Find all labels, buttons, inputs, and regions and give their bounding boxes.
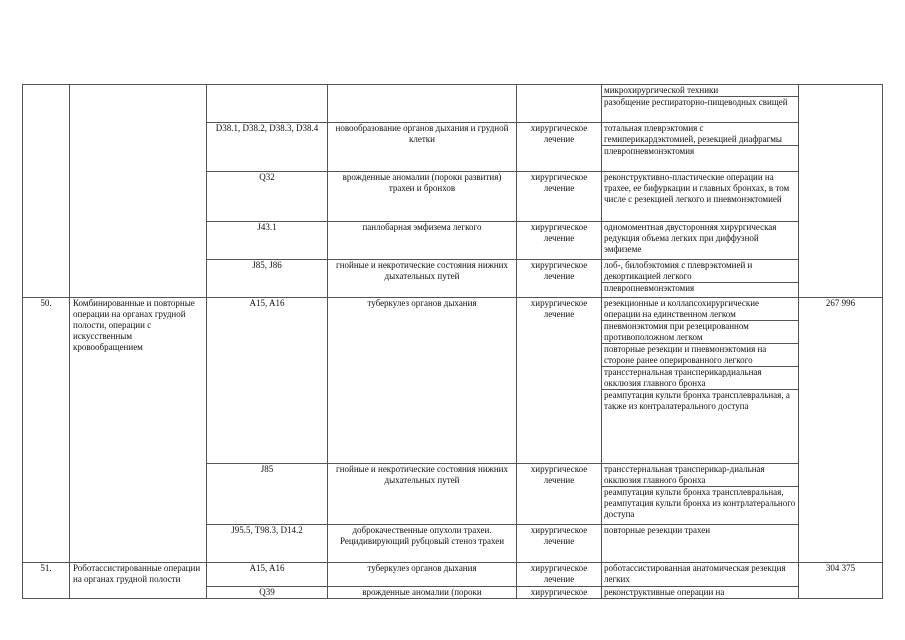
treatment-cell: хирургическое лечение xyxy=(517,260,602,298)
method-item: реконструктивно-пластические операции на трахее, ее бифуркации и главных бронхах, в том числе с резекцией легкого и пневмонэктомией xyxy=(604,172,790,204)
method-item: микрохирургической техники xyxy=(604,85,719,95)
methods-cell xyxy=(602,260,799,298)
diagnosis-cell: туберкулез органов дыхания xyxy=(328,298,517,464)
procedure-name-cell xyxy=(70,85,207,298)
diagnosis-cell: туберкулез органов дыхания xyxy=(328,563,517,587)
method-item: пневмонэктомия при резецированном противоположном легком xyxy=(602,320,798,343)
method-item: повторные резекции и пневмонэктомия на стороне ранее оперированного легкого xyxy=(602,343,798,366)
icd-codes-cell: Q32 xyxy=(207,172,328,222)
treatment-cell: хирургическое лечение xyxy=(517,172,602,222)
icd-codes-cell: J85 xyxy=(207,464,328,525)
methods-cell xyxy=(602,85,799,123)
row-number-cell xyxy=(23,85,70,298)
table-row xyxy=(23,85,883,123)
method-item: разобщение респираторно-пищеводных свищей xyxy=(602,96,798,108)
cost-cell xyxy=(799,85,883,298)
diagnosis-cell xyxy=(328,85,517,123)
method-item: реконструктивные операции на xyxy=(604,587,725,597)
table-row xyxy=(23,563,883,587)
diagnosis-cell: гнойные и некротические состояния нижних дыхательных путей xyxy=(328,260,517,298)
methods-cell xyxy=(602,123,799,172)
icd-codes-cell: Q39 xyxy=(207,587,328,599)
icd-codes-cell xyxy=(207,85,328,123)
icd-codes-cell: J43.1 xyxy=(207,222,328,260)
treatment-cell: хирургическое лечение xyxy=(517,123,602,172)
methods-cell xyxy=(602,587,799,599)
methods-cell xyxy=(602,222,799,260)
icd-codes-cell: D38.1, D38.2, D38.3, D38.4 xyxy=(207,123,328,172)
method-item: повторные резекции трахеи xyxy=(604,525,711,535)
method-item: тотальная плеврэктомия с гемиперикардэктомией, резекцией диафрагмы xyxy=(604,123,782,144)
treatment-cell: хирургическое лечение xyxy=(517,298,602,464)
icd-codes-cell: J95.5, T98.3, D14.2 xyxy=(207,525,328,563)
cost-cell: 304 375 xyxy=(799,563,883,599)
method-item: трансстернальная трансперикардиальная окклюзия главного бронха xyxy=(602,366,798,389)
method-item: лоб-, билобэктомия с плеврэктомией и декортикацией легкого xyxy=(604,260,753,281)
diagnosis-cell: панлобарная эмфизема легкого xyxy=(328,222,517,260)
row-number-cell: 51. xyxy=(23,563,70,599)
procedure-name-cell: Комбинированные и повторные операции на органах грудной полости, операции с искусственным кровообращением xyxy=(70,298,207,563)
method-item: одномоментная двусторонняя хирургическая редукция объема легких при диффузной эмфиземе xyxy=(604,222,777,254)
diagnosis-cell: врожденные аномалии (пороки xyxy=(328,587,517,599)
diagnosis-cell: врожденные аномалии (пороки развития) трахеи и бронхов xyxy=(328,172,517,222)
treatment-cell: хирургическое лечение xyxy=(517,563,602,587)
row-number-cell: 50. xyxy=(23,298,70,563)
icd-codes-cell: A15, A16 xyxy=(207,298,328,464)
methods-cell xyxy=(602,464,799,525)
method-item: резекционные и коллапсохирургические операции на единственном легком xyxy=(604,298,760,319)
method-item: роботассистированная анатомическая резекция легких xyxy=(604,563,786,584)
treatment-cell: хирургическое xyxy=(517,587,602,599)
cost-cell: 267 996 xyxy=(799,298,883,563)
treatment-cell: хирургическое лечение xyxy=(517,222,602,260)
method-item: плевропневмонэктомия xyxy=(602,145,798,157)
treatment-cell: хирургическое лечение xyxy=(517,464,602,525)
method-item: реампутация культи бронха трансплевральная, реампутация культи бронха из контрлатерального доступа xyxy=(602,486,798,520)
method-item: плевропневмонэктомия xyxy=(602,282,798,294)
methods-cell xyxy=(602,563,799,587)
icd-codes-cell: J85, J86 xyxy=(207,260,328,298)
diagnosis-cell: гнойные и некротические состояния нижних дыхательных путей xyxy=(328,464,517,525)
method-item: реампутация культи бронха трансплевральная, а также из контралатерального доступа xyxy=(602,389,798,412)
medical-care-table xyxy=(22,84,883,599)
procedure-name-cell: Роботассистированные операции на органах грудной полости xyxy=(70,563,207,599)
treatment-cell xyxy=(517,85,602,123)
icd-codes-cell: A15, A16 xyxy=(207,563,328,587)
diagnosis-cell: новообразование органов дыхания и грудной клетки xyxy=(328,123,517,172)
methods-cell xyxy=(602,525,799,563)
diagnosis-cell: доброкачественные опухоли трахеи. Рецидивирующий рубцовый стеноз трахеи xyxy=(328,525,517,563)
treatment-cell: хирургическое лечение xyxy=(517,525,602,563)
methods-cell xyxy=(602,298,799,464)
table-row xyxy=(23,298,883,464)
method-item: трансстернальная трансперикар-диальная окклюзия главного бронха xyxy=(604,464,765,485)
methods-cell xyxy=(602,172,799,222)
